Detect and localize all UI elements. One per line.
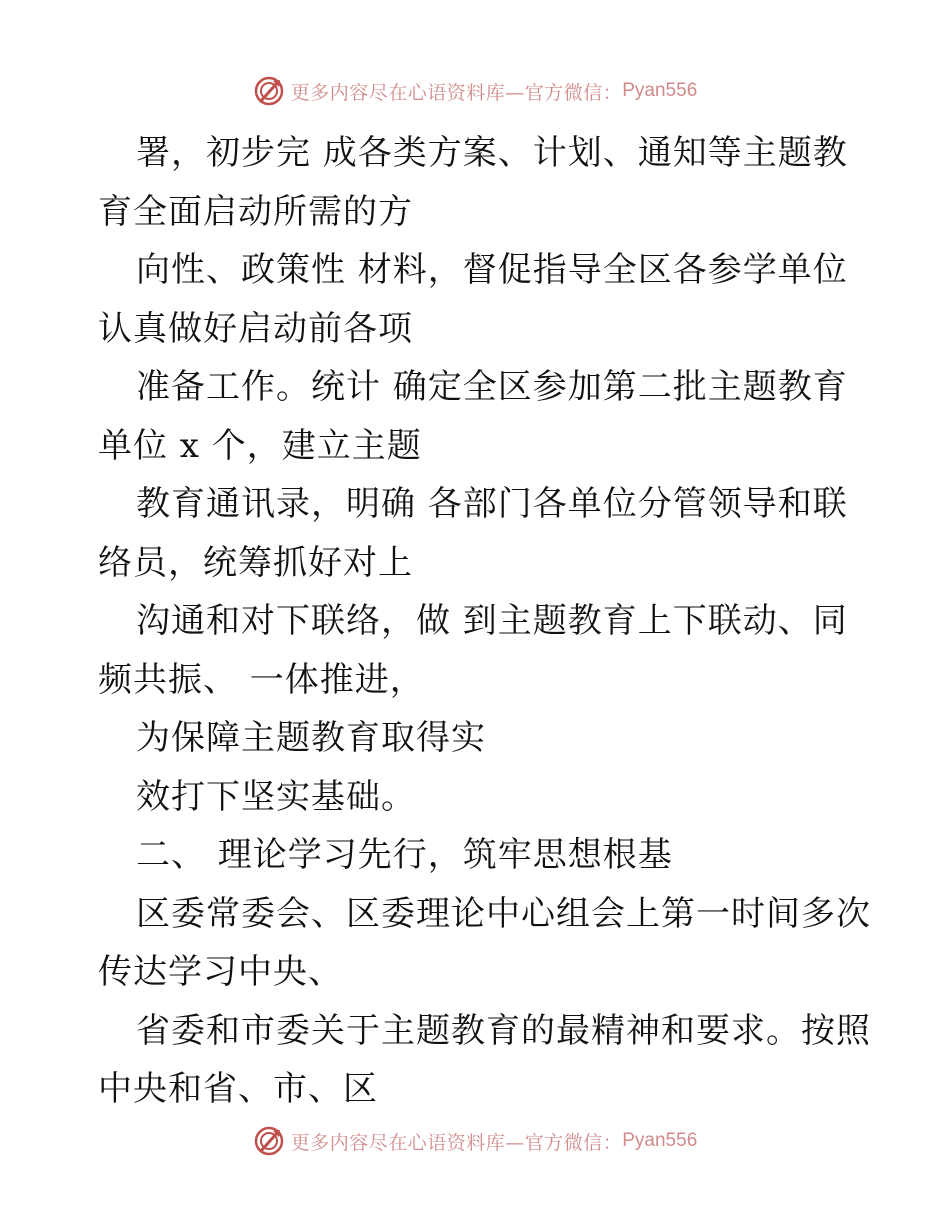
section-heading: 二、 理论学习先行，筑牢思想根基 [136,835,673,875]
header-banner [0,74,950,108]
text-line: 传达学习中央、 [98,952,343,992]
text-line: 署，初步完 成各类方案、计划、通知等主题教 [136,133,848,173]
text-line: 省委和市委关于主题教育的最精神和要求。按照 [136,1010,871,1051]
text-line: 效打下坚实基础。 [136,776,416,817]
text-line: 准备工作。统计 确定全区参加第二批主题教育 [136,367,848,407]
text-line: 育全面启动所需的方 [98,191,413,232]
text-line: 络员，统筹抓好对上 [98,542,413,583]
logo-icon [253,75,285,107]
text-line: 中央和省、市、区 [98,1069,378,1109]
document-body [98,124,871,1119]
text-line: 沟通和对下联络，做 到主题教育上下联动、同 [136,601,848,641]
text-line: 教育通讯录，明确 各部门各单位分管领导和联 [136,484,848,524]
text-line: 向性、政策性 材料，督促指导全区各参学单位 [136,250,848,290]
footer-banner [0,1124,950,1158]
text-line: 区委常委会、区委理论中心组会上第一时间多次 [136,893,871,934]
text-line: 单位 x 个，建立主题 [98,425,422,466]
logo-icon [253,1125,285,1157]
banner-text: 更多内容尽在心语资料库—官方微信： [290,81,623,104]
text-line: 为保障主题教育取得实 [136,718,486,758]
text-line: 频共振、 一体推进， [98,659,425,700]
banner-wechat-id: Pyan556 [622,80,698,101]
banner-wechat-id: Pyan556 [622,1130,698,1151]
banner-text: 更多内容尽在心语资料库—官方微信： [290,1131,623,1154]
text-line: 认真做好启动前各项 [98,308,413,349]
